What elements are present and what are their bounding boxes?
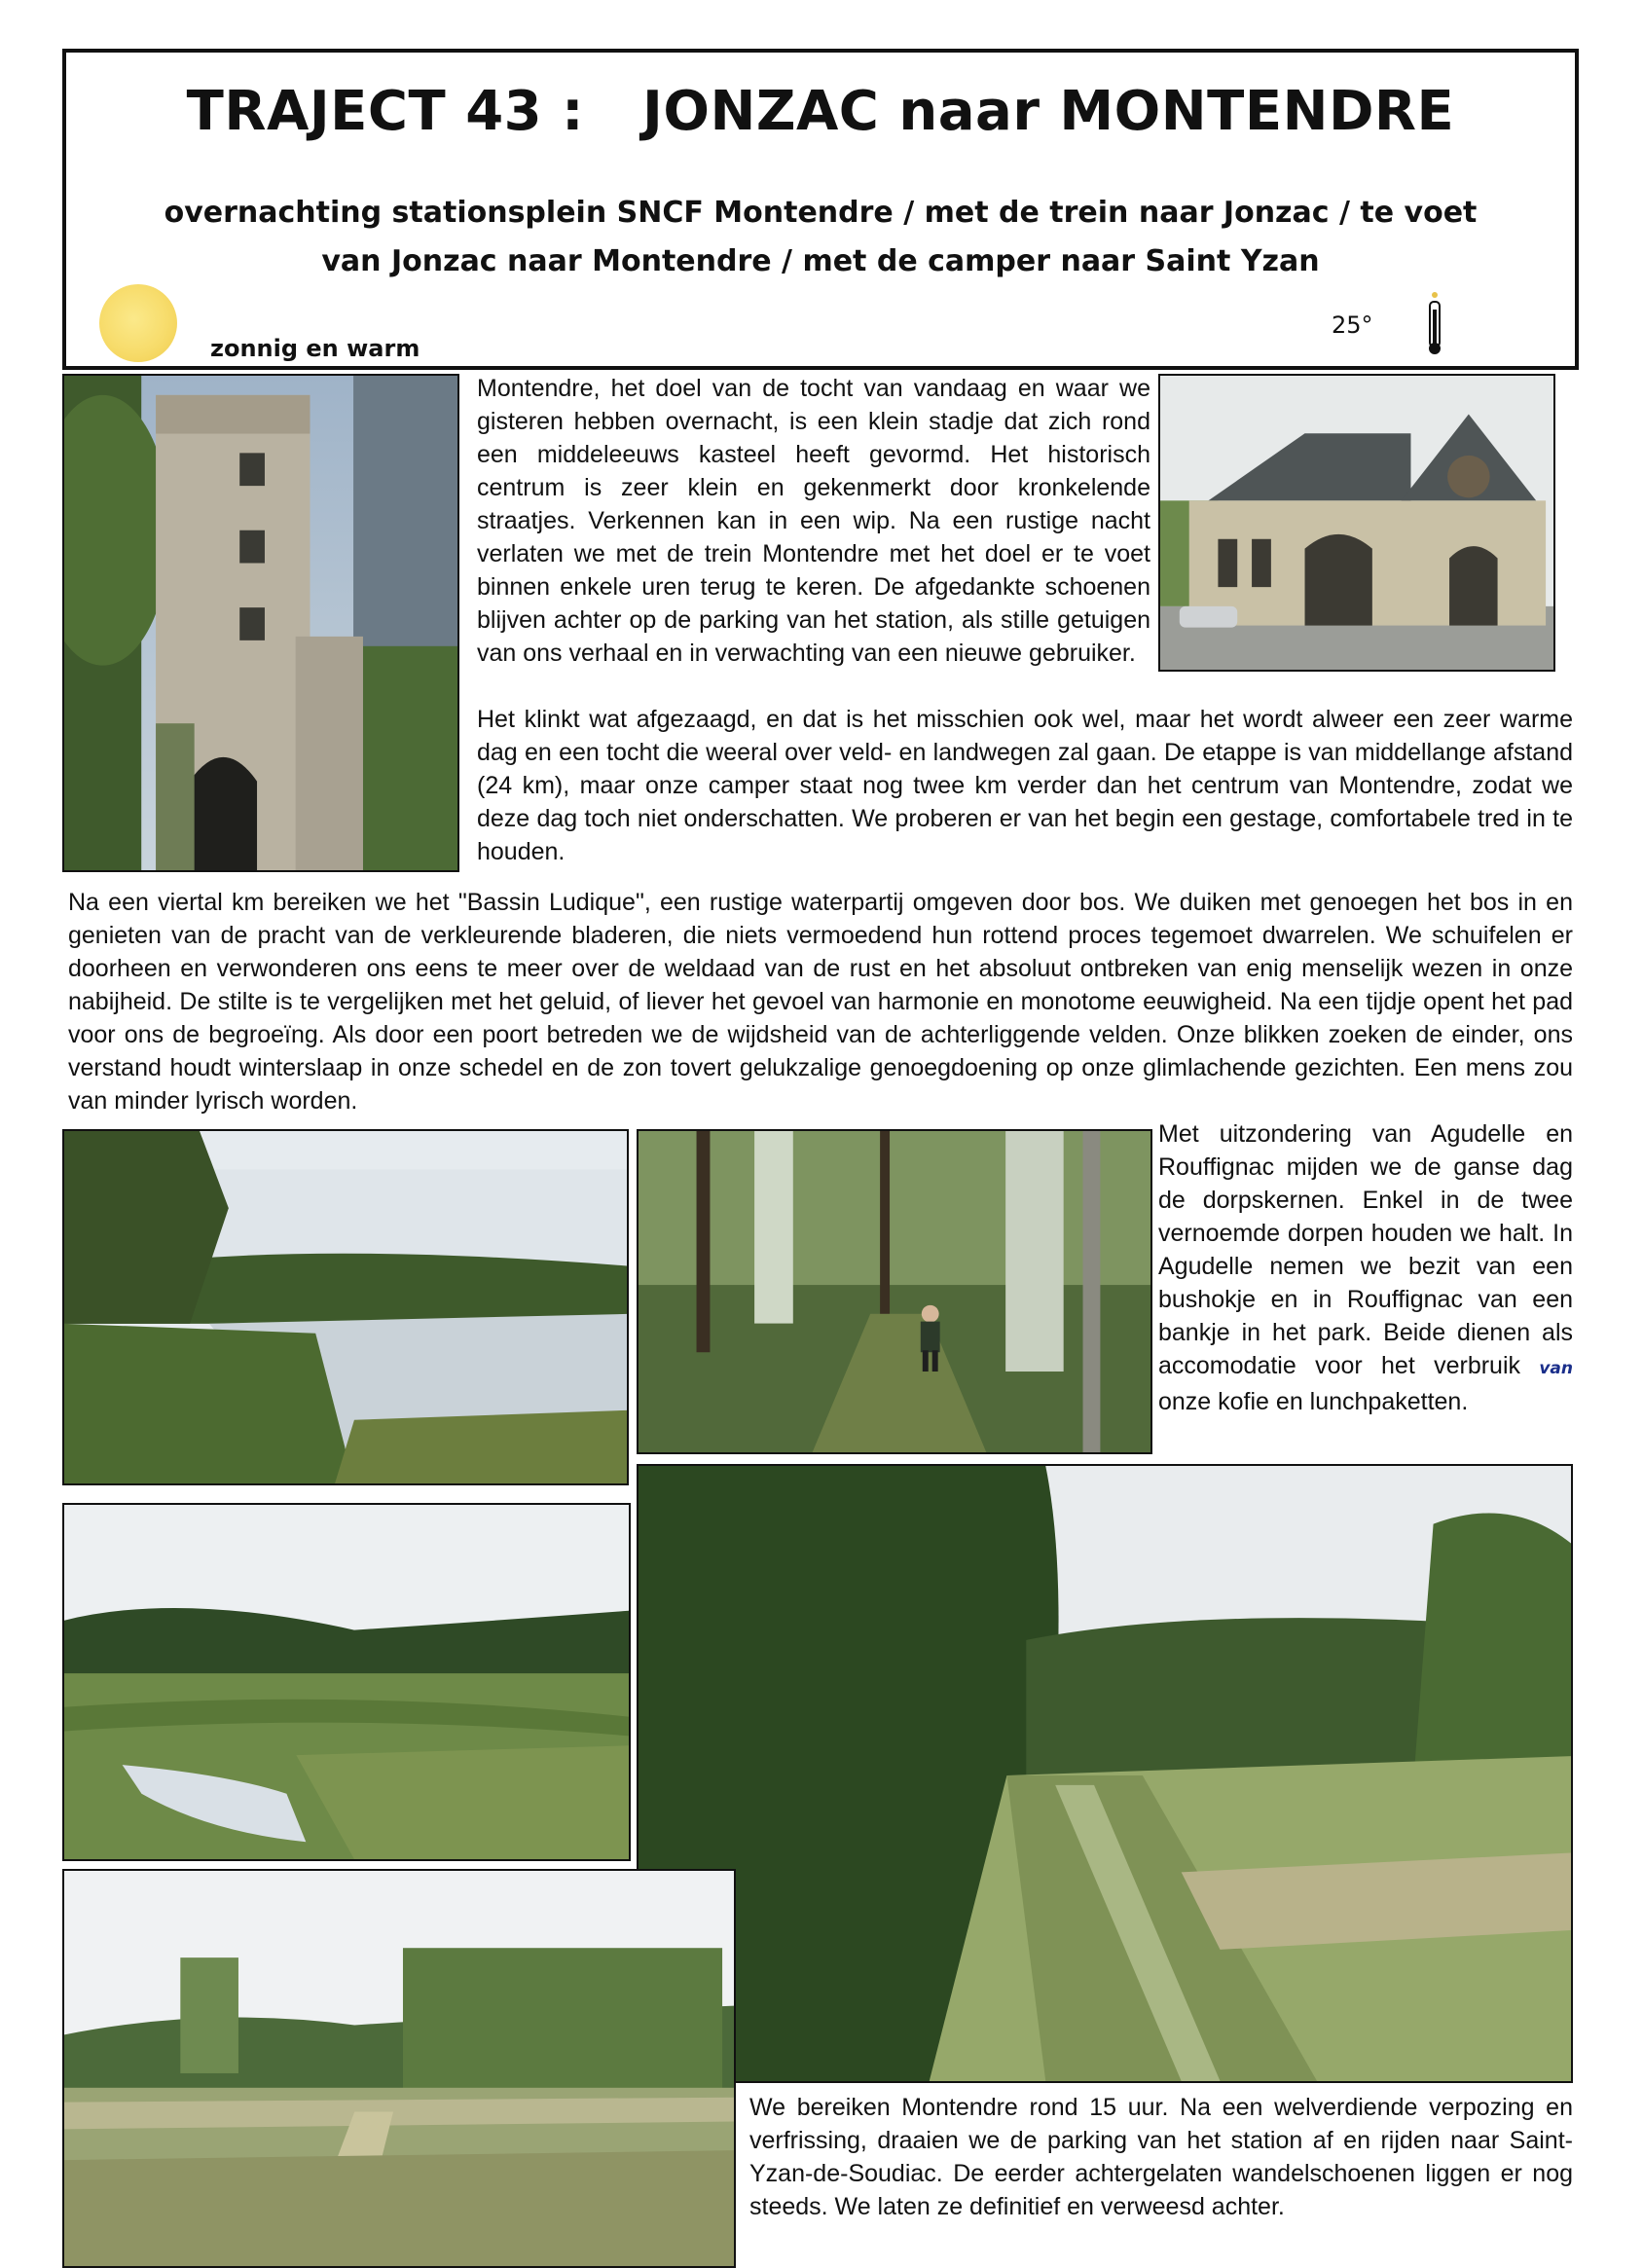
forest-walker-photo	[637, 1129, 1152, 1454]
body-paragraph-3: Na een viertal km bereiken we het "Bassin Ludique", een rustige waterpartij omgeven door bos. We duiken met genoegen het bos in en genieten van de pracht van de verkleurende bladeren, die niets vermoedend hun rottend proces tegemoet dwarrelen. We schuifelen er doorheen en verwonderen ons eens te meer over de weldaad van de rust en het absoluut ontbreken van enig menselijk wezen in onze nabijheid. De stilte is te vergelijken met het geluid, of liever het gevoel van harmonie en monotome eeuwigheid. Na een tijdje opent het pad voor ons de begroeïng. Als door een poort betreden we de wijdsheid van de achterliggende velden. Onze blikken zoeken de einder, ons verstand houdt winterslaap in onze schedel en de zon tovert gelukzalige genoegdoening op onze glimlachende gezichten. Een mens zou van minder lyrisch worden.	[68, 889, 1573, 1115]
page-title: TRAJECT 43 : JONZAC naar MONTENDRE	[186, 80, 1455, 143]
header-box	[62, 49, 1579, 370]
sun-icon	[99, 284, 177, 362]
page-subtitle: overnachting stationsplein SNCF Montendre / met de trein naar Jonzac / te voet van Jonzac naar Montendre / met de camper naar Saint Yzan	[164, 196, 1478, 278]
meadow-pond-photo	[62, 1503, 631, 1861]
body-paragraph-2: Het klinkt wat afgezaagd, en dat is het misschien ook wel, maar het wordt alweer een zeer warme dag en een tocht die weeral over veld- en landwegen zal gaan. De etappe is van middellange afstand (24 km), maar onze camper staat nog twee km verder dan het centrum van Montendre, zodat we deze dag toch niet onderschatten. We proberen er van het begin een gestage, comfortabele tred in te houden.	[477, 706, 1573, 865]
intro-paragraph: Montendre, het doel van de tocht van vandaag en waar we gisteren hebben overnacht, is een klein stadje dat zich rond een middeleeuws kasteel heeft gevormd. Het historisch centrum is zeer klein en gekenmerkt door kronkelende straatjes. Verkennen kan in een wip. Na een rustige nacht verlaten we met de trein Montendre met het doel er te voet binnen enkele uren terug te keren. De afgedankte schoenen blijven achter op de parking van het station, als stille getuigen van ons verhaal en in verwachting van een nieuwe gebruiker.	[477, 375, 1150, 667]
station-building-photo	[1158, 374, 1555, 672]
castle-tower-photo	[62, 374, 459, 872]
field-path-photo	[637, 1464, 1573, 2083]
body-paragraph-5: We bereiken Montendre rond 15 uur. Na een welverdiende verpozing en verfrissing, draaien we de parking van het station af en rijden naar Saint-Yzan-de-Soudiac. De eerder achtergelaten wandelschoenen liggen er nog steeds. We laten ze definitief en verweesd achter.	[749, 2094, 1573, 2220]
thermometer-icon	[1421, 290, 1448, 358]
weather-label: zonnig en warm	[210, 335, 420, 362]
temperature-value: 25°	[1332, 311, 1373, 339]
lake-photo	[62, 1129, 629, 1485]
body-paragraph-4: Met uitzondering van Agudelle en Rouffignac mijden we de ganse dag de dorpskernen. Enkel in de twee vernoemde dorpen houden we halt. In Agudelle nemen we bezit van een bushokje en in Rouffignac van een bankje in het park. Beide dienen als accomodatie voor het verbruik van onze kofie en lunchpaketten.	[1158, 1120, 1573, 1415]
handwritten-insert: van	[1539, 1359, 1573, 1378]
treeline-field-photo	[62, 1869, 736, 2268]
